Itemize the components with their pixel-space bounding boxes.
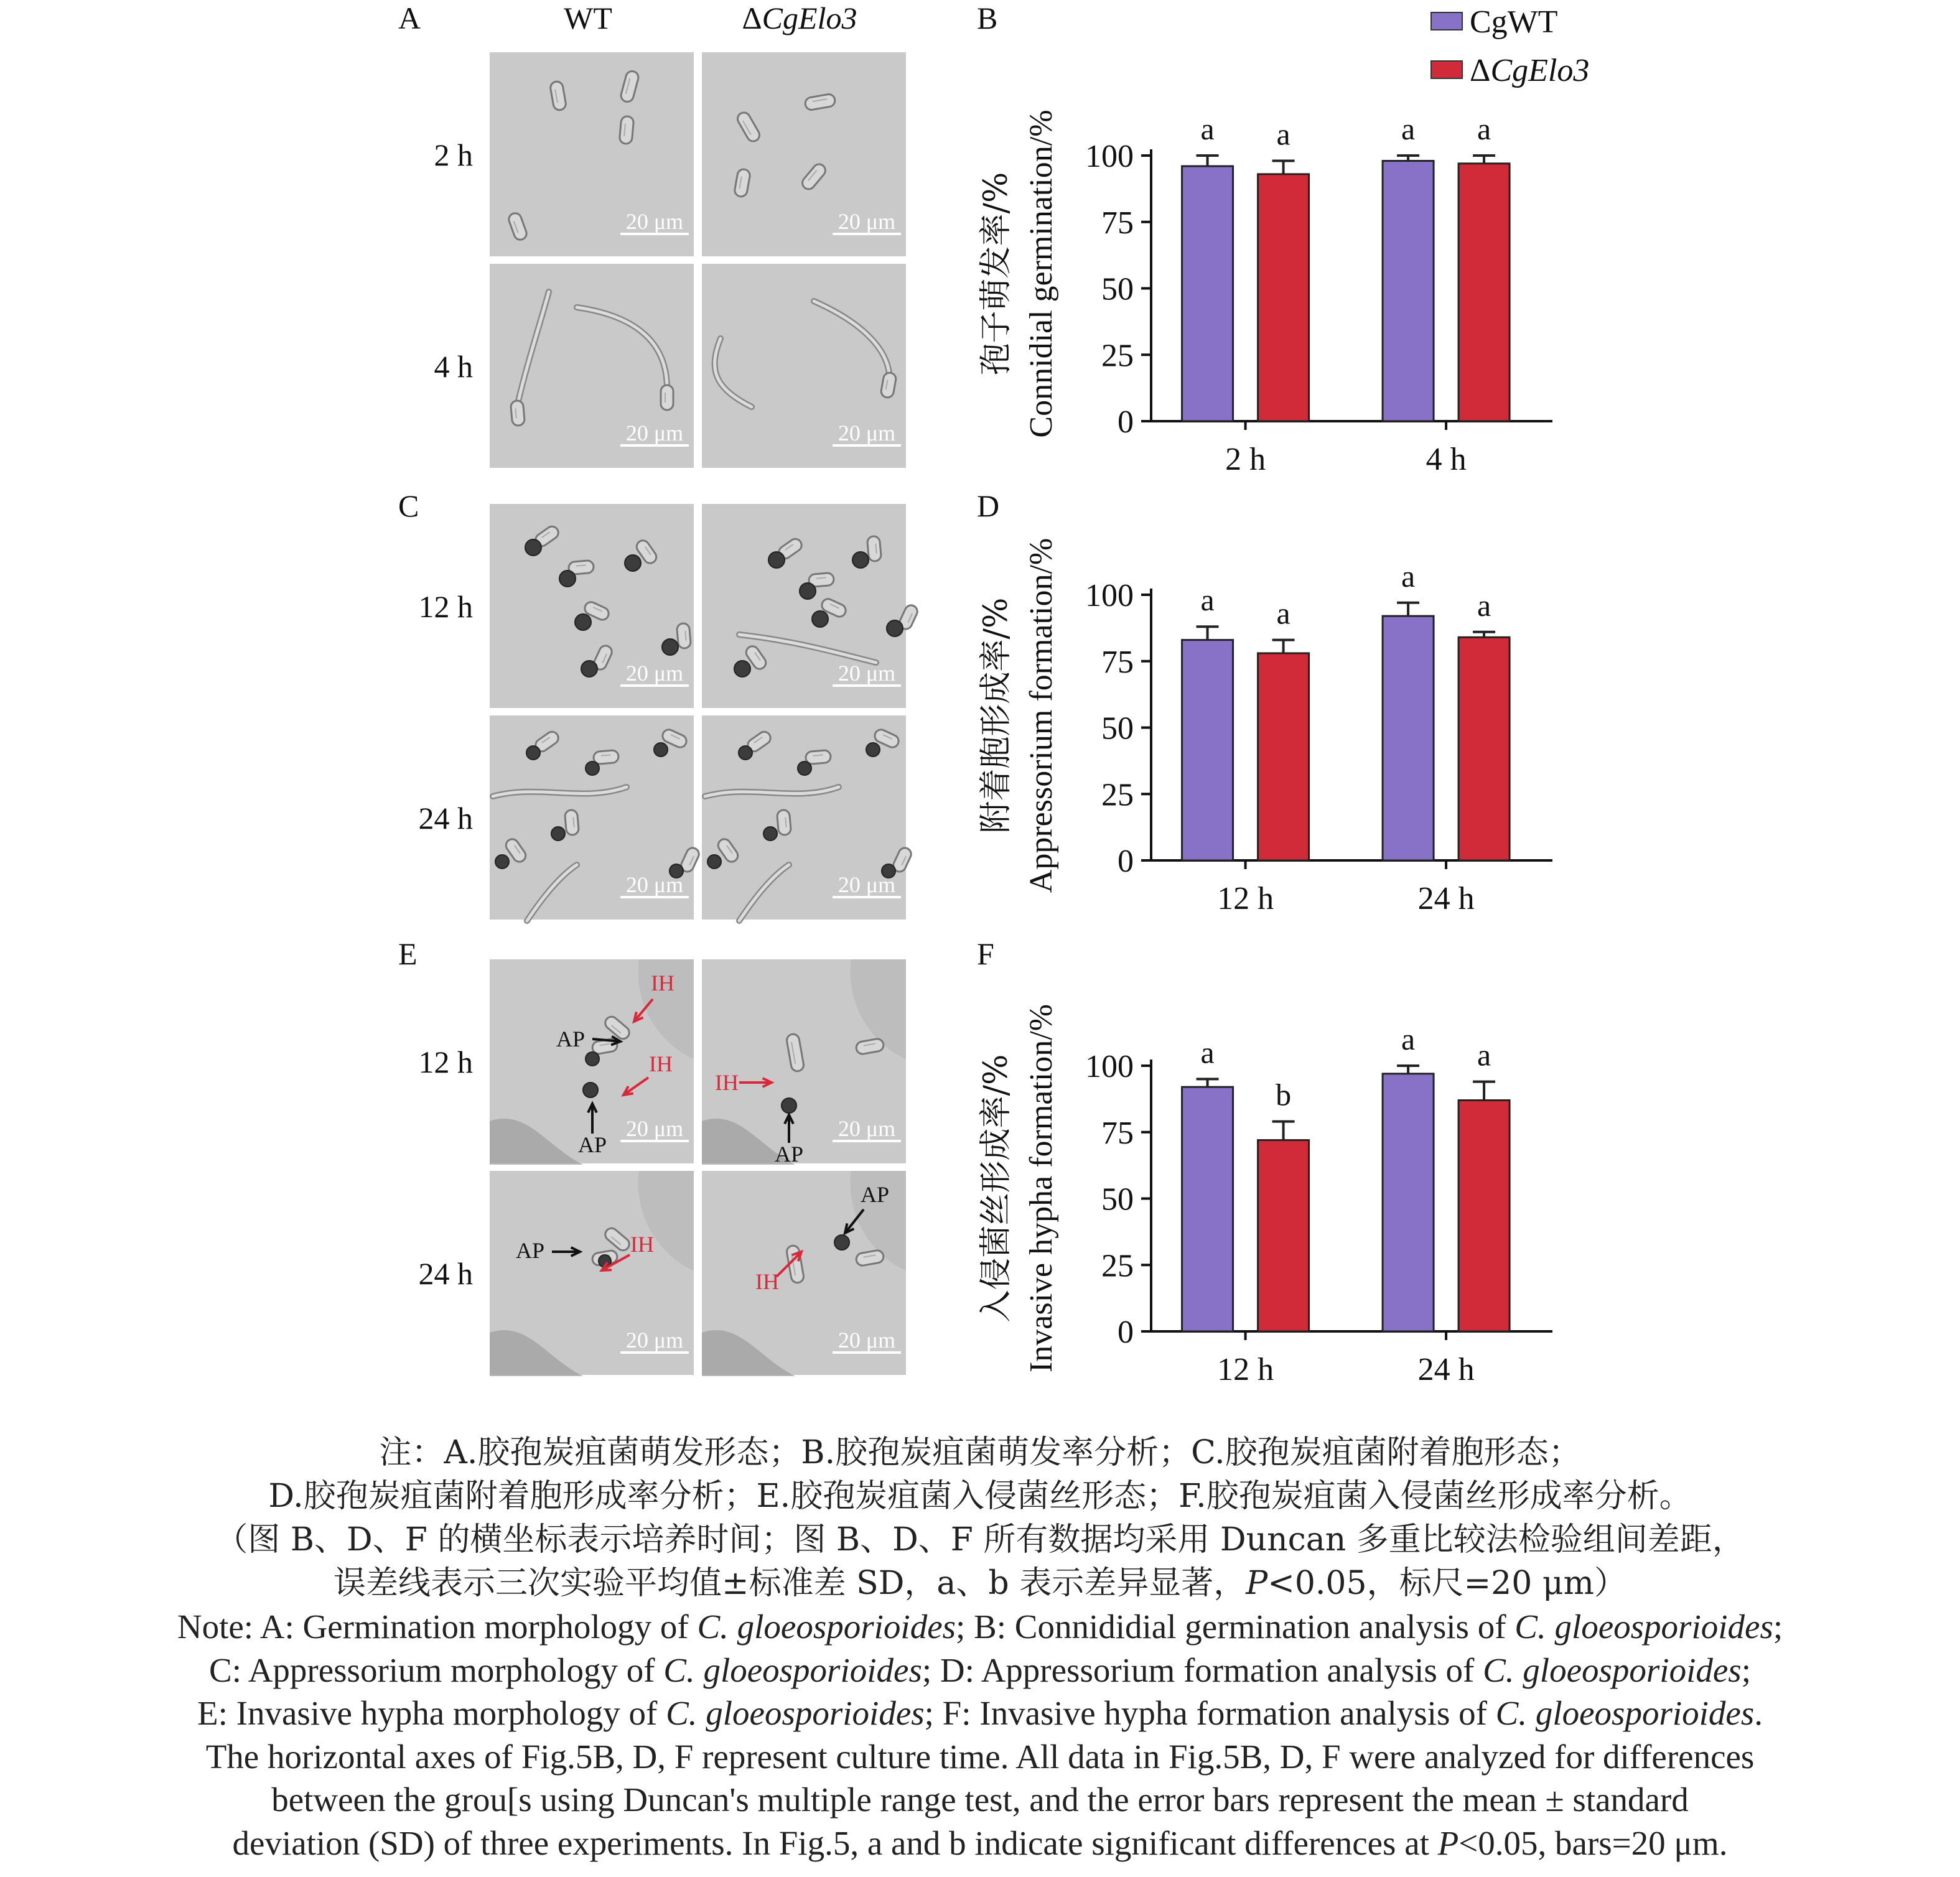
y-tick-label: 50 — [1101, 1181, 1134, 1218]
significance-letter: a — [1276, 116, 1290, 152]
significance-letter: a — [1200, 1035, 1215, 1070]
significance-letter: b — [1276, 1077, 1292, 1112]
conidium-highlight — [875, 544, 876, 554]
micrograph-a-mutant-1 — [702, 52, 906, 256]
bar-cgwt — [1182, 166, 1233, 421]
species-name: C. gloeosporioides — [1514, 1608, 1773, 1646]
conidium-cell — [510, 400, 525, 426]
bar-cgwt — [1182, 1087, 1233, 1331]
appressorium — [526, 746, 540, 760]
conidium-cell — [805, 750, 831, 764]
scale-bar-label: 20 μm — [838, 1116, 896, 1141]
y-axis-label-english: Appressorium formation/% — [1024, 538, 1059, 893]
row-label-c-2: 24 h — [418, 801, 473, 836]
annotation-ih: IH — [651, 971, 674, 995]
scale-bar-label: 20 μm — [625, 209, 684, 234]
caption-en-line-4: The horizontal axes of Fig.5B, D, F represent culture time. All data in Fig.5B, D, F were analyzed for differences — [205, 1737, 1755, 1776]
y-axis-label-chinese: 入侵菌丝形成率/% — [978, 1054, 1015, 1323]
row-label-a-1: 2 h — [434, 137, 473, 172]
conidium-cell — [661, 385, 673, 410]
appressorium — [662, 639, 678, 655]
column-header-wt: WT — [564, 1, 612, 35]
caption-chinese — [0, 1431, 1960, 1605]
species-name: C. gloeosporioides — [1483, 1651, 1742, 1689]
scale-bar-label: 20 μm — [838, 661, 896, 686]
caption-en-line-3 — [0, 1692, 1960, 1735]
y-tick-label: 0 — [1118, 404, 1134, 440]
appressorium — [559, 571, 576, 587]
scale-bar-label: 20 μm — [838, 209, 896, 234]
appressorium — [586, 1052, 599, 1066]
row-label-e-2: 24 h — [418, 1256, 473, 1291]
appressorium — [734, 661, 750, 677]
appressorium — [834, 1235, 849, 1250]
y-tick-label: 25 — [1101, 777, 1134, 813]
panel-label-c: C — [398, 488, 419, 523]
conidium — [510, 400, 525, 426]
micrograph-c-wt-1 — [490, 504, 694, 708]
caption-en-text: Note: A: Germination morphology of — [177, 1608, 698, 1646]
appressorium — [852, 552, 869, 568]
annotation-ap: AP — [556, 1027, 586, 1051]
caption-en-text: . — [1754, 1694, 1763, 1732]
conidium-cell — [619, 116, 634, 144]
annotation-ih: IH — [715, 1070, 739, 1095]
row-label-c-1: 12 h — [418, 589, 473, 624]
legend-swatch-mutant — [1431, 61, 1462, 78]
conidium — [676, 623, 691, 649]
bar-mutant — [1458, 637, 1510, 860]
y-tick-label: 0 — [1118, 844, 1134, 879]
caption-en-line-6 — [0, 1822, 1960, 1865]
panel-label-b: B — [977, 1, 998, 35]
caption-en-text: C: Appressorium morphology of — [209, 1651, 664, 1689]
caption-en-text: ; B: Connididial germination analysis of — [956, 1608, 1515, 1646]
caption-zh-line-3: （图 B、D、F 的横坐标表示培养时间；图 B、D、F 所有数据均采用 Duncan 多重比较法检验组间差距， — [215, 1521, 1745, 1558]
x-tick-label: 24 h — [1417, 881, 1475, 916]
bar-mutant — [1258, 653, 1309, 860]
y-tick-label: 25 — [1101, 1248, 1134, 1284]
appressorium — [625, 555, 641, 571]
appressorium — [782, 1098, 796, 1113]
caption-en-text: deviation (SD) of three experiments. In Fig.5, a and b indicate significant differences at — [232, 1823, 1438, 1862]
significance-letter: a — [1477, 587, 1491, 623]
conidium-cell — [777, 809, 791, 836]
y-tick-label: 75 — [1101, 1115, 1134, 1151]
x-tick-label: 4 h — [1426, 442, 1467, 477]
species-name: C. gloeosporioides — [666, 1694, 925, 1732]
chart-b — [978, 109, 1552, 477]
conidium — [593, 750, 619, 764]
significance-letter: a — [1401, 558, 1416, 594]
caption-zh-p-symbol: P — [1246, 1565, 1268, 1602]
bar-cgwt — [1383, 616, 1434, 860]
species-name: C. gloeosporioides — [1495, 1694, 1755, 1732]
scale-bar-label: 20 μm — [625, 1116, 684, 1141]
scale-bar-label: 20 μm — [838, 421, 896, 445]
appressorium — [887, 620, 903, 636]
micrograph-a-mutant-2 — [702, 264, 906, 468]
conidium-highlight — [685, 631, 686, 641]
appressorium — [739, 746, 752, 760]
conidium — [867, 536, 881, 562]
scale-bar-label: 20 μm — [838, 872, 896, 897]
micrograph-c-mutant-2 — [702, 715, 913, 921]
caption-en-p-symbol: P — [1437, 1823, 1459, 1862]
bar-cgwt — [1383, 1074, 1434, 1331]
annotation-ih: IH — [755, 1269, 779, 1294]
micrograph-c-mutant-1 — [702, 504, 920, 708]
panel-label-d: D — [977, 488, 1000, 523]
significance-letter: a — [1276, 595, 1290, 631]
annotation-ap: AP — [860, 1182, 890, 1207]
caption-zh-line-1: 注：A.胶孢炭疽菌萌发形态；B.胶孢炭疽菌萌发率分析；C.胶孢炭疽菌附着胞形态； — [379, 1434, 1581, 1471]
appressorium — [525, 539, 541, 556]
significance-letter: a — [1401, 1022, 1416, 1056]
appressorium — [768, 552, 785, 568]
legend-label-cgwt: CgWT — [1470, 4, 1558, 40]
y-axis-label-english: Invasive hypha formation/% — [1024, 1004, 1059, 1373]
legend-label-mutant: ΔCgElo3 — [1470, 53, 1590, 88]
significance-letter: a — [1200, 111, 1215, 146]
scale-bar-label: 20 μm — [625, 1328, 684, 1353]
caption-en-line-2 — [0, 1649, 1960, 1692]
y-tick-label: 50 — [1101, 271, 1134, 307]
bar-cgwt — [1182, 640, 1233, 860]
y-tick-label: 50 — [1101, 710, 1134, 747]
conidium — [805, 750, 831, 764]
caption-zh-line-2: D.胶孢炭疽菌附着胞形成率分析；E.胶孢炭疽菌入侵菌丝形态；F.胶孢炭疽菌入侵菌丝形成率分析。 — [268, 1478, 1692, 1515]
appressorium — [575, 614, 591, 630]
conidium — [619, 116, 634, 144]
x-tick-label: 2 h — [1225, 442, 1266, 477]
annotation-ap: AP — [515, 1238, 545, 1263]
row-label-e-1: 12 h — [418, 1045, 473, 1079]
x-tick-label: 12 h — [1217, 881, 1274, 916]
micrograph-e-wt-2 — [490, 1171, 694, 1376]
panel-label-a: A — [398, 1, 421, 35]
species-name: C. gloeosporioides — [663, 1651, 922, 1689]
y-tick-label: 100 — [1085, 1049, 1134, 1084]
appressorium — [866, 743, 880, 757]
appressorium — [798, 762, 811, 775]
caption-english — [0, 1605, 1960, 1865]
chart-f — [978, 1004, 1552, 1387]
y-axis-label-chinese: 孢子萌发率/% — [978, 172, 1015, 376]
caption-en-line-5: between the grou[s using Duncan's multiple range test, and the error bars represent the mean ± standard — [271, 1781, 1689, 1819]
significance-letter: a — [1401, 111, 1416, 146]
column-header-mutant: ΔCgElo3 — [742, 1, 857, 35]
micrograph-e-mutant-1 — [702, 959, 906, 1167]
conidium-highlight — [816, 577, 826, 578]
appressorium — [583, 1083, 598, 1097]
annotation-ap: AP — [577, 1132, 607, 1157]
conidium-highlight — [576, 565, 586, 566]
appressorium — [812, 611, 828, 627]
significance-letter: a — [1477, 111, 1491, 146]
caption-zh-line-4-b: <0.05，标尺=20 μm） — [1267, 1565, 1626, 1602]
annotation-ap: AP — [774, 1142, 804, 1167]
caption-zh-line-4-a: 误差线表示三次实验平均值±标准差 SD，a、b 表示差异显著， — [334, 1565, 1246, 1602]
conidium — [564, 809, 579, 836]
panel-label-f: F — [977, 936, 994, 971]
appressorium — [581, 661, 597, 677]
scale-bar-label: 20 μm — [625, 421, 684, 445]
micrograph-e-wt-1 — [490, 959, 694, 1165]
conidium-cell — [593, 750, 619, 764]
y-tick-label: 100 — [1085, 139, 1134, 174]
annotation-ih: IH — [630, 1232, 654, 1257]
annotation-ih: IH — [649, 1051, 673, 1076]
scale-bar-label: 20 μm — [625, 661, 684, 686]
chart-d — [978, 538, 1552, 916]
legend-swatch-cgwt — [1431, 12, 1462, 30]
conidium-cell — [564, 809, 579, 836]
appressorium — [654, 743, 668, 757]
conidium-highlight — [515, 408, 516, 418]
y-axis-label-chinese: 附着胞形成率/% — [978, 597, 1015, 834]
appressorium — [800, 583, 816, 599]
bar-cgwt — [1383, 161, 1434, 421]
caption-en-line-1 — [0, 1605, 1960, 1649]
y-tick-label: 100 — [1085, 578, 1134, 613]
appressorium — [551, 827, 565, 841]
appressorium — [707, 855, 721, 869]
y-axis-label-english: Connidial germination/% — [1024, 109, 1059, 438]
scale-bar-label: 20 μm — [625, 872, 684, 897]
conidium — [661, 385, 673, 410]
y-tick-label: 25 — [1101, 338, 1134, 374]
significance-letter: a — [1200, 582, 1215, 618]
bar-mutant — [1458, 164, 1510, 421]
conidium-highlight — [573, 817, 574, 827]
conidium — [777, 809, 791, 836]
micrograph-c-wt-2 — [490, 715, 701, 921]
caption-en-text: ; — [1741, 1651, 1751, 1689]
micrograph-a-wt-1 — [490, 52, 694, 256]
significance-letter: a — [1477, 1037, 1491, 1073]
appressorium — [763, 827, 777, 841]
bar-mutant — [1458, 1101, 1510, 1331]
species-name: C. gloeosporioides — [697, 1608, 956, 1646]
conidium-cell — [676, 623, 691, 649]
y-tick-label: 75 — [1101, 644, 1134, 680]
x-tick-label: 12 h — [1217, 1352, 1274, 1387]
micrograph-e-mutant-2 — [702, 1171, 906, 1376]
caption-en-text: <0.05, bars=20 μm. — [1458, 1823, 1728, 1862]
conidium-cell — [867, 536, 881, 562]
appressorium — [586, 762, 599, 775]
y-tick-label: 0 — [1118, 1315, 1134, 1350]
row-label-a-2: 4 h — [434, 349, 473, 384]
y-tick-label: 75 — [1101, 205, 1134, 241]
caption-en-text: ; — [1773, 1608, 1783, 1646]
bar-mutant — [1258, 1140, 1309, 1331]
appressorium — [495, 855, 509, 869]
x-tick-label: 24 h — [1417, 1352, 1475, 1387]
caption-en-text: ; D: Appressorium formation analysis of — [922, 1651, 1483, 1689]
micrograph-a-wt-2 — [490, 264, 694, 468]
bar-mutant — [1258, 174, 1309, 421]
caption-en-text: E: Invasive hypha morphology of — [197, 1694, 666, 1732]
caption-zh-line-4 — [0, 1562, 1960, 1605]
scale-bar-label: 20 μm — [838, 1328, 896, 1353]
caption-en-text: ; F: Invasive hypha formation analysis of — [924, 1694, 1496, 1732]
conidium-highlight — [785, 817, 786, 827]
panel-label-e: E — [398, 936, 418, 971]
